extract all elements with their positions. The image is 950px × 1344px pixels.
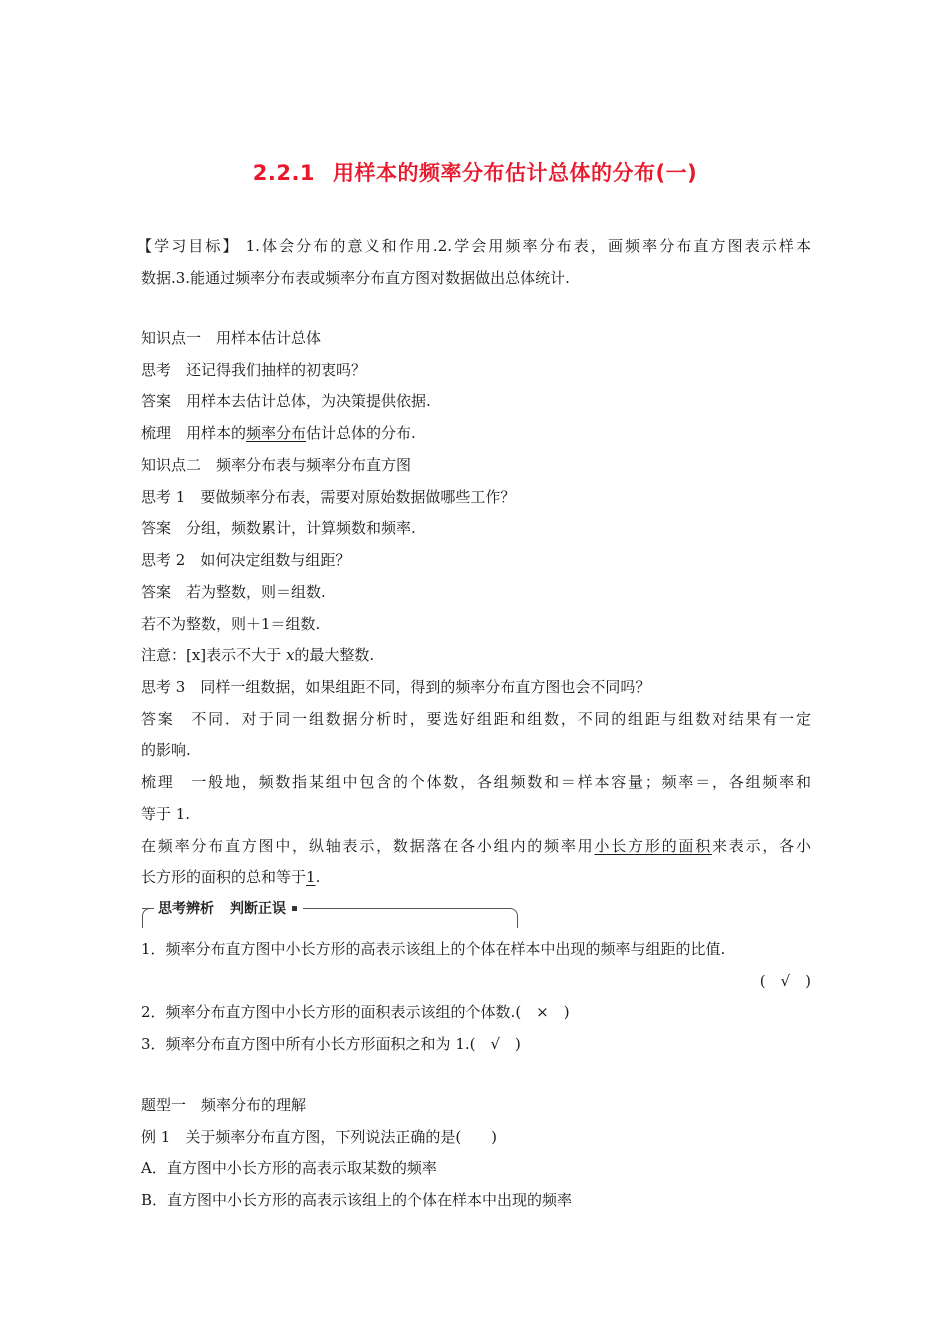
not-integer-line: 若不为整数，则＋1＝组数. bbox=[141, 615, 321, 633]
hist-post: 来表示，各小 bbox=[712, 837, 811, 855]
think-3 bbox=[141, 550, 811, 570]
knowledge-point-2 bbox=[141, 455, 811, 475]
hist2-underlined: 1 bbox=[306, 868, 316, 886]
think3-text: 如何决定组数与组距？ bbox=[200, 551, 351, 569]
judgment-1-mark: ( √ ) bbox=[759, 972, 811, 990]
note-line bbox=[141, 645, 811, 665]
hist-pre: 在频率分布直方图中，纵轴表示，数据落在各小组内的频率用 bbox=[141, 837, 595, 855]
answer-4-line-1 bbox=[141, 709, 811, 729]
answer3-text: 若为整数，则＝组数. bbox=[186, 583, 326, 601]
question-type-1 bbox=[141, 1095, 811, 1115]
option-b: B．直方图中小长方形的高表示该组上的个体在样本中出现的频率 bbox=[141, 1191, 573, 1209]
example1-label: 例 1 bbox=[141, 1128, 171, 1146]
histogram-para-line-2 bbox=[141, 867, 811, 887]
answer4-label: 答案 bbox=[141, 710, 175, 728]
summary1-underlined: 频率分布 bbox=[246, 424, 307, 442]
note-var: x bbox=[285, 646, 295, 664]
think-1 bbox=[141, 360, 811, 380]
section-header bbox=[142, 902, 520, 928]
objectives-label: 【学习目标】 bbox=[137, 237, 240, 255]
example-1 bbox=[141, 1127, 811, 1147]
objectives-line-1 bbox=[139, 236, 811, 256]
answer3-label: 答案 bbox=[141, 583, 172, 601]
hist-underlined: 小长方形的面积 bbox=[594, 837, 712, 855]
section-label-right: 判断正误 bbox=[230, 901, 286, 917]
title-text: 用样本的频率分布估计总体的分布(一) bbox=[333, 161, 698, 185]
page-title bbox=[0, 157, 950, 187]
objectives-line-2: 数据.3.能通过频率分布表或频率分布直方图对数据做出总体统计. bbox=[141, 269, 570, 287]
think1-label: 思考 bbox=[141, 361, 172, 379]
option-a: A．直方图中小长方形的高表示取某数的频率 bbox=[141, 1159, 437, 1177]
kp1-label: 知识点一 bbox=[141, 329, 202, 347]
section-label bbox=[154, 898, 303, 918]
objectives-text-1: 1.体会分布的意义和作用.2.学会用频率分布表，画频率分布直方图表示样本 bbox=[245, 237, 811, 255]
knowledge-point-1 bbox=[141, 328, 811, 348]
answer1-text: 用样本去估计总体，为决策提供依据. bbox=[186, 392, 431, 410]
answer2-label: 答案 bbox=[141, 519, 172, 537]
type1-text: 频率分布的理解 bbox=[201, 1096, 307, 1114]
think-2 bbox=[141, 487, 811, 507]
type1-label: 题型一 bbox=[141, 1096, 187, 1114]
section-label-left: 思考辨析 bbox=[158, 901, 214, 917]
answer2-text: 分组，频数累计，计算频数和频率. bbox=[186, 519, 416, 537]
judgment-2: 2．频率分布直方图中小长方形的面积表示该组的个体数.( × ) bbox=[141, 1003, 570, 1021]
note-post: 的最大整数. bbox=[294, 646, 375, 664]
answer1-label: 答案 bbox=[141, 392, 172, 410]
kp1-text: 用样本估计总体 bbox=[216, 329, 322, 347]
kp2-label: 知识点二 bbox=[141, 456, 202, 474]
hist2-post: . bbox=[315, 868, 321, 886]
summary1-label: 梳理 bbox=[141, 424, 172, 442]
square-bullet-icon bbox=[292, 906, 297, 911]
judgment-3: 3．频率分布直方图中所有小长方形面积之和为 1.( √ ) bbox=[141, 1035, 521, 1053]
summary-2-line-1 bbox=[141, 772, 811, 792]
think2-label: 思考 1 bbox=[141, 488, 186, 506]
answer-4-line-2: 的影响. bbox=[141, 741, 191, 759]
think1-text: 还记得我们抽样的初衷吗？ bbox=[186, 361, 367, 379]
summary2-text-1: 一般地，频数指某组中包含的个体数，各组频数和＝样本容量；频率＝，各组频率和 bbox=[189, 773, 811, 791]
answer-1 bbox=[141, 391, 811, 411]
histogram-para-line-1 bbox=[141, 836, 811, 856]
summary2-label: 梳理 bbox=[141, 773, 175, 791]
think-4 bbox=[141, 677, 811, 697]
example1-text: 关于频率分布直方图，下列说法正确的是( ) bbox=[185, 1128, 498, 1146]
kp2-text: 频率分布表与频率分布直方图 bbox=[216, 456, 412, 474]
answer4-text-1: 不同．对于同一组数据分析时，要选好组距和组数，不同的组距与组数对结果有一定 bbox=[189, 710, 811, 728]
think3-label: 思考 2 bbox=[141, 551, 186, 569]
think2-text: 要做频率分布表，需要对原始数据做哪些工作？ bbox=[200, 488, 516, 506]
think4-label: 思考 3 bbox=[141, 678, 186, 696]
judgment-1: 1．频率分布直方图中小长方形的高表示该组上的个体在样本中出现的频率与组距的比值. bbox=[141, 940, 726, 958]
summary1-pre: 用样本的 bbox=[186, 424, 247, 442]
note-pre: 注意：[x]表示不大于 bbox=[141, 646, 286, 664]
answer-3 bbox=[141, 582, 811, 602]
title-number: 2.2.1 bbox=[252, 161, 316, 185]
think4-text: 同样一组数据，如果组距不同，得到的频率分布直方图也会不同吗？ bbox=[200, 678, 651, 696]
answer-2 bbox=[141, 518, 811, 538]
summary-1 bbox=[141, 423, 811, 443]
summary1-post: 估计总体的分布. bbox=[306, 424, 416, 442]
hist2-pre: 长方形的面积的总和等于 bbox=[141, 868, 307, 886]
summary-2-line-2: 等于 1. bbox=[141, 805, 191, 823]
